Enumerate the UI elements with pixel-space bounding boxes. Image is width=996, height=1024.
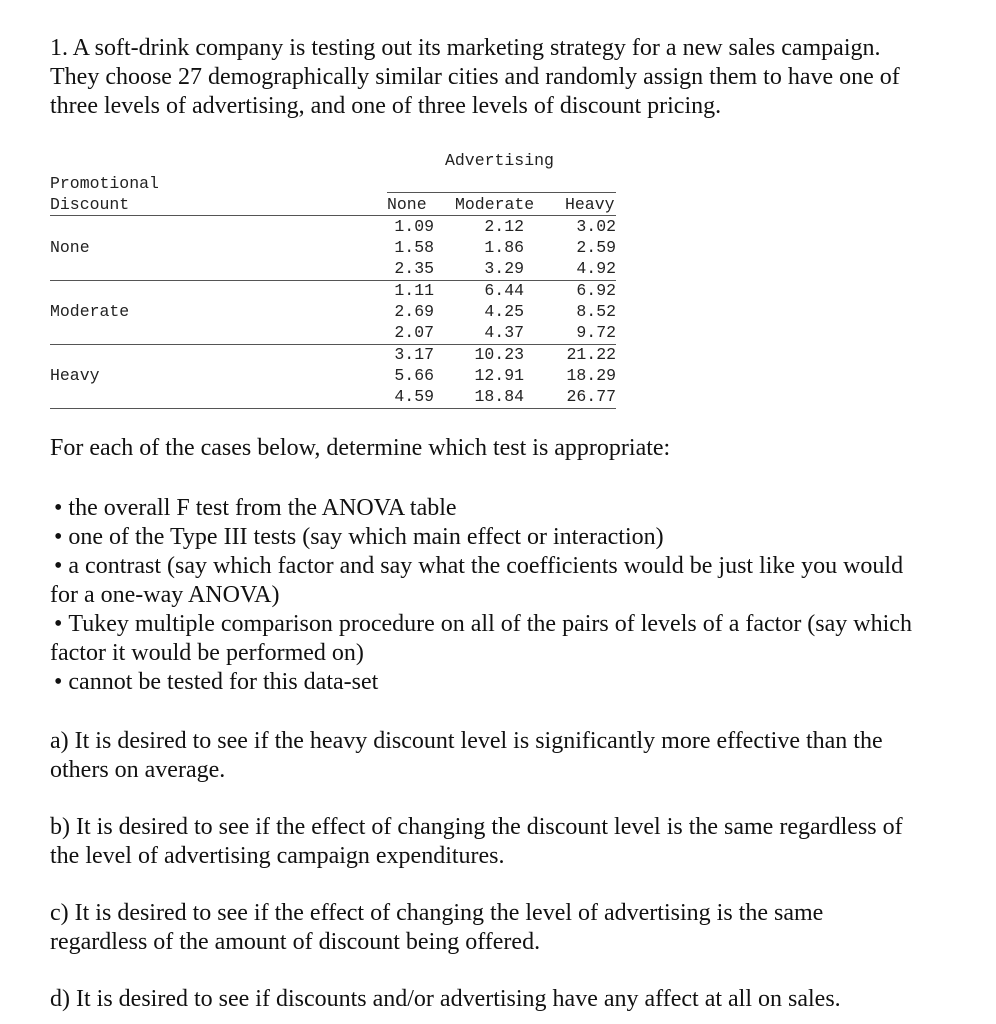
table-cell: 10.23: [474, 345, 524, 364]
table-cell: 1.11: [394, 281, 434, 300]
table-cell: 4.25: [484, 302, 524, 321]
list-item-continuation: for a one-way ANOVA): [50, 582, 280, 608]
row-label: Moderate: [50, 302, 130, 321]
column-group-title: Advertising: [445, 151, 554, 170]
intro-paragraph: [50, 34, 970, 121]
row-label: None: [50, 238, 90, 257]
table-cell: 5.66: [394, 366, 434, 385]
question-line: c) It is desired to see if the effect of changing the level of advertising is the same: [50, 900, 824, 926]
question-b: [50, 813, 960, 871]
list-item: [50, 610, 960, 639]
column-header: Heavy: [565, 195, 615, 214]
question-line: regardless of the amount of discount being offered.: [50, 929, 541, 955]
row-header-title: Discount: [50, 195, 130, 214]
instructions: [50, 434, 970, 463]
intro-line: 1. A soft-drink company is testing out its marketing strategy for a new sales campaign.: [50, 35, 881, 61]
list-item-text: Tukey multiple comparison procedure on all of the pairs of levels of a factor (say which: [68, 611, 912, 637]
list-item-text: cannot be tested for this data-set: [68, 669, 379, 695]
table-rule: [50, 408, 616, 409]
question-line: the level of advertising campaign expenditures.: [50, 843, 505, 869]
instructions-text: For each of the cases below, determine which test is appropriate:: [50, 435, 671, 461]
bullet-icon: •: [54, 553, 63, 579]
row-label: Heavy: [50, 366, 100, 385]
table-rule: [387, 192, 616, 193]
table-cell: 2.59: [576, 238, 616, 257]
bullet-icon: •: [54, 611, 63, 637]
intro-line: three levels of advertising, and one of three levels of discount pricing.: [50, 93, 722, 119]
bullet-icon: •: [54, 669, 63, 695]
row-header-title: Promotional: [50, 174, 159, 193]
question-line: others on average.: [50, 757, 226, 783]
table-cell: 1.58: [394, 238, 434, 257]
table-cell: 4.59: [394, 387, 434, 406]
question-d: [50, 985, 960, 1014]
table-cell: 18.84: [474, 387, 524, 406]
table-cell: 2.07: [394, 323, 434, 342]
list-item-text: one of the Type III tests (say which main effect or interaction): [68, 524, 664, 550]
table-cell: 26.77: [566, 387, 616, 406]
test-options-list: [50, 494, 960, 697]
list-item-text: the overall F test from the ANOVA table: [68, 495, 457, 521]
table-cell: 1.09: [394, 217, 434, 236]
column-header: None: [387, 195, 427, 214]
table-cell: 21.22: [566, 345, 616, 364]
table-rule: [50, 344, 616, 345]
question-line: a) It is desired to see if the heavy discount level is significantly more effective than the: [50, 728, 883, 754]
table-cell: 2.12: [484, 217, 524, 236]
intro-line: They choose 27 demographically similar cities and randomly assign them to have one of: [50, 64, 900, 90]
table-cell: 1.86: [484, 238, 524, 257]
table-rule: [50, 280, 616, 281]
question-line: b) It is desired to see if the effect of changing the discount level is the same regardless of: [50, 814, 903, 840]
table-cell: 8.52: [576, 302, 616, 321]
bullet-icon: •: [54, 524, 63, 550]
table-cell: 12.91: [474, 366, 524, 385]
table-rule: [50, 215, 616, 216]
list-item: [50, 668, 960, 697]
question-a: [50, 727, 960, 785]
bullet-icon: •: [54, 495, 63, 521]
list-item-text: a contrast (say which factor and say what the coefficients would be just like you would: [68, 553, 904, 579]
column-header: Moderate: [455, 195, 535, 214]
table-cell: 2.35: [394, 259, 434, 278]
table-cell: 9.72: [576, 323, 616, 342]
table-cell: 2.69: [394, 302, 434, 321]
question-line: d) It is desired to see if discounts and/or advertising have any affect at all on sales.: [50, 986, 841, 1012]
table-cell: 4.37: [484, 323, 524, 342]
table-cell: 18.29: [566, 366, 616, 385]
question-c: [50, 899, 960, 957]
table-cell: 3.29: [484, 259, 524, 278]
list-item: [50, 494, 960, 523]
table-cell: 4.92: [576, 259, 616, 278]
list-item-continuation: factor it would be performed on): [50, 640, 364, 666]
table-cell: 6.44: [484, 281, 524, 300]
list-item: [50, 523, 960, 552]
table-cell: 3.02: [576, 217, 616, 236]
table-cell: 3.17: [394, 345, 434, 364]
list-item: [50, 552, 960, 581]
data-table: [50, 150, 616, 410]
table-cell: 6.92: [576, 281, 616, 300]
